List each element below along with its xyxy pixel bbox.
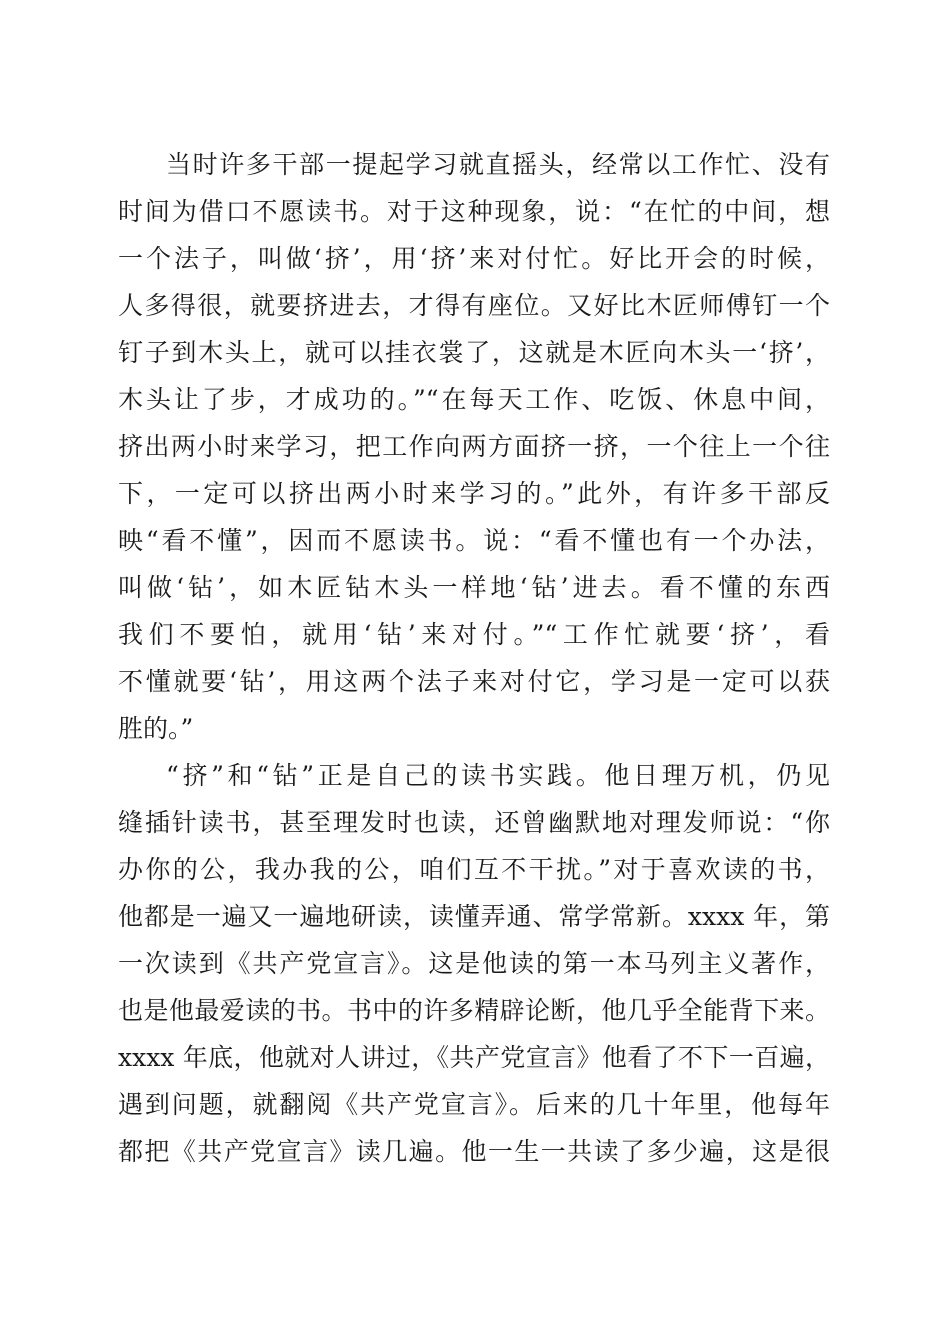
paragraph-2-line-5: 一次读到《共产党宣言》。这是他读的第一本马列主义著作， (118, 949, 830, 978)
paragraph-2-line-8: 遇到问题，就翻阅《共产党宣言》。后来的几十年里，他每年 (118, 1090, 830, 1119)
paragraph-2-line-4: 他都是一遍又一遍地研读，读懂弄通、常学常新。xxxx 年，第 (118, 902, 830, 931)
paragraph-2-line-7: xxxx 年底，他就对人讲过，《共产党宣言》他看了不下一百遍， (118, 1043, 830, 1072)
paragraph-1-line-12: 不懂就要‘钻’，用这两个法子来对付它，学习是一定可以获 (118, 667, 830, 696)
paragraph-1-line-7: 挤出两小时来学习，把工作向两方面挤一挤，一个往上一个往 (118, 432, 830, 461)
paragraph-1-line-8: 下，一定可以挤出两小时来学习的。”此外，有许多干部反 (118, 479, 830, 508)
paragraph-1-line-11: 我们不要怕，就用‘钻’来对付。”“工作忙就要‘挤’，看 (118, 620, 830, 649)
paragraph-2-line-9: 都把《共产党宣言》读几遍。他一生一共读了多少遍，这是很 (118, 1137, 830, 1166)
paragraph-2-line-2: 缝插针读书，甚至理发时也读，还曾幽默地对理发师说：“你 (118, 808, 830, 837)
body-text (118, 141, 830, 1175)
paragraph-1-line-9: 映“看不懂”，因而不愿读书。说：“看不懂也有一个办法， (118, 526, 830, 555)
paragraph-1-line-2: 时间为借口不愿读书。对于这种现象，说：“在忙的中间，想 (118, 197, 830, 226)
paragraph-1-line-4: 人多得很，就要挤进去，才得有座位。又好比木匠师傅钉一个 (118, 291, 830, 320)
paragraph-2-line-6: 也是他最爱读的书。书中的许多精辟论断，他几乎全能背下来。 (118, 996, 830, 1025)
paragraph-2-line-1: “挤”和“钻”正是自己的读书实践。他日理万机，仍见 (166, 761, 830, 790)
paragraph-1-line-5: 钉子到木头上，就可以挂衣裳了，这就是木匠向木头一‘挤’， (118, 338, 830, 367)
paragraph-1-line-10: 叫做‘钻’，如木匠钻木头一样地‘钻’进去。看不懂的东西 (118, 573, 830, 602)
paragraph-1-line-1: 当时许多干部一提起学习就直摇头，经常以工作忙、没有 (166, 150, 830, 179)
paragraph-1-line-3: 一个法子，叫做‘挤’，用‘挤’来对付忙。好比开会的时候， (118, 244, 830, 273)
paragraph-2-line-3: 办你的公，我办我的公，咱们互不干扰。”对于喜欢读的书， (118, 855, 830, 884)
paragraph-1-line-6: 木头让了步，才成功的。”“在每天工作、吃饭、休息中间， (118, 385, 830, 414)
paragraph-1-line-13: 胜的。” (118, 714, 194, 743)
